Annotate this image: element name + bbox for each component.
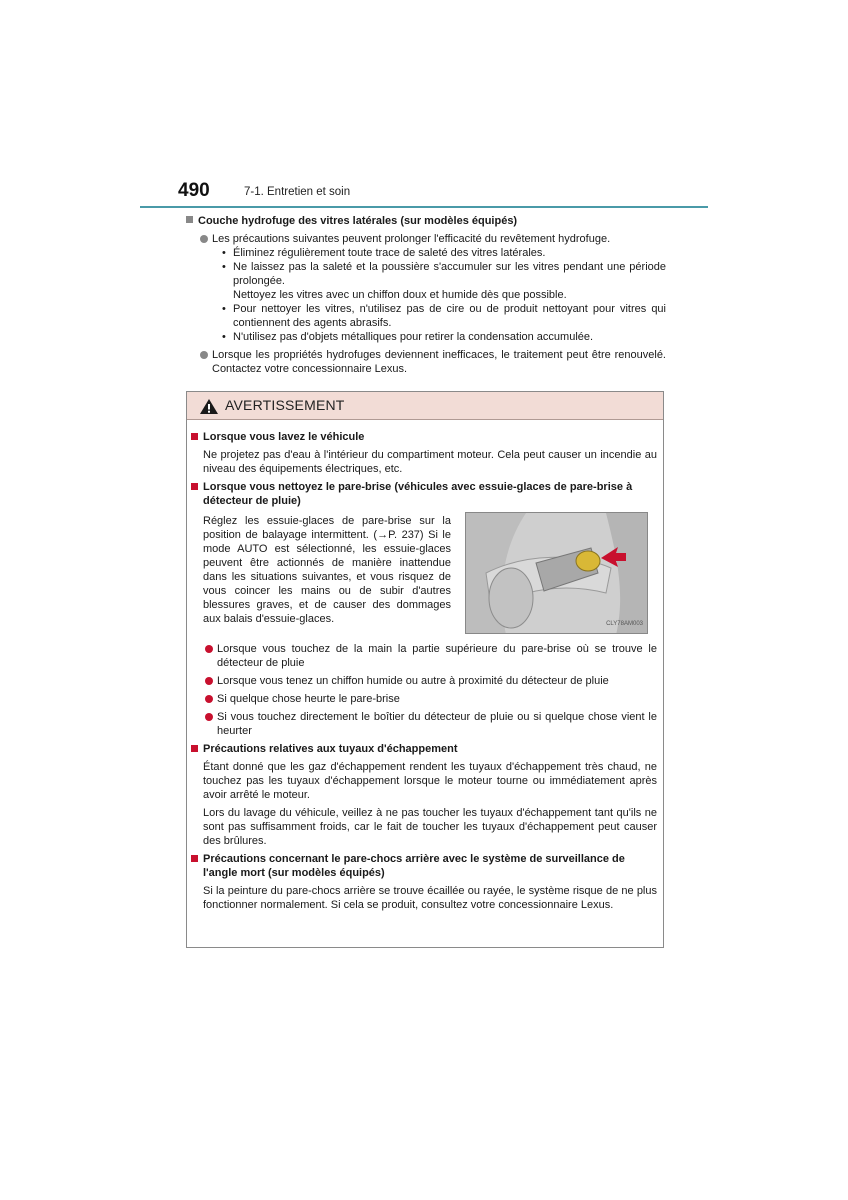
list-item: Si quelque chose heurte le pare-brise [191,692,657,706]
warning-section-exhaust: Précautions relatives aux tuyaux d'échappement Étant donné que les gaz d'échappement rendent les tuyaux d'échappement très chaud, ne touchez pas les tuyaux d'échappement lorsque le moteur tourne ou immédiatement après avoir arrêté le moteur. Lors du lavage du véhicule, veillez à ne pas toucher les tuyaux d'échappement tant qu'ils ne sont pas suffisamment froids, car le fait de toucher les tuyaux d'échappement peut causer des brûlures. [191,742,657,848]
image-code: CLY78AM003 [606,621,643,627]
sub-item: • Pour nettoyer les vitres, n'utilisez pas de cire ou de produit nettoyant pour vitres qui contiennent des agents abrasifs. [222,303,666,329]
list-item: Lorsque vous touchez de la main la partie supérieure du pare-brise où se trouve le détecteur de pluie [191,642,657,670]
page-number: 490 [178,180,210,201]
warning-section-washing: Lorsque vous lavez le véhicule Ne projetez pas d'eau à l'intérieur du compartiment moteur. Cela peut causer un incendie au niveau des équipements électriques, etc. [191,430,657,476]
circle-bullet-icon [200,351,208,359]
sub-item: • Éliminez régulièrement toute trace de saleté des vitres latérales. [222,247,546,259]
page-header [178,180,708,204]
warning-section-windshield: Lorsque vous nettoyez le pare-brise (véhicules avec essuie-glaces de pare-brise à détecteur de pluie) Réglez les essuie-glaces de pare-brise sur la position de balayage intermittent. (→P. 237) Si le mode AUTO est sélectionné, les essuie-glaces peuvent être actionnés de manière inattendue dans les situations suivantes, et vous risquez de vous coincer les mains ou de subir d'autres blessures graves, et de causer des dommages aux balais d'essuie-glaces. CLY78AM003 Lorsque vous touchez de la main la partie supérieure du pare-brise où se trouve le détecteur de pluie Lorsque vous tenez un chiffon humide ou autre à proximité du détecteur de pluie Si quelque chose heurte le pare-brise Si vous touchez directement le boîtier du détecteur de pluie ou si quelque chose vient le heurter [191,480,657,738]
warning-section-bumper: Précautions concernant le pare-chocs arrière avec le système de surveillance de l'angle mort (sur modèles équipés) Si la peinture du pare-chocs arrière se trouve écaillée ou rayée, le système risque de ne plus fonctionner normalement. Si cela se produit, consultez votre concessionnaire Lexus. [191,852,657,912]
sub-item: • N'utilisez pas d'objets métalliques pour retirer la condensation accumulée. [222,331,594,343]
warning-header [187,392,663,420]
warning-title: AVERTISSEMENT [225,397,345,413]
sub-item-note: Nettoyez les vitres avec un chiffon doux et humide dès que possible. [233,289,567,301]
square-bullet-icon [186,216,193,223]
red-circle-bullet-icon [205,645,213,653]
red-square-bullet-icon [191,745,198,752]
warning-triangle-icon [199,398,219,415]
red-circle-bullet-icon [205,677,213,685]
circle-bullet-icon [200,235,208,243]
wiper-lever-image [466,513,648,634]
warning-box [186,391,664,948]
red-circle-bullet-icon [205,713,213,721]
red-square-bullet-icon [191,483,198,490]
wiper-switch-illustration [465,512,648,634]
intro-section [186,214,666,376]
list-item: Si vous touchez directement le boîtier du détecteur de pluie ou si quelque chose vient le heurter [191,710,657,738]
list-item: Les précautions suivantes peuvent prolonger l'efficacité du revêtement hydrofuge. [186,232,666,246]
intro-heading: Couche hydrofuge des vitres latérales (sur modèles équipés) [186,214,666,228]
red-circle-bullet-icon [205,695,213,703]
warning-body [191,430,657,916]
red-square-bullet-icon [191,433,198,440]
header-divider [140,206,708,208]
list-item: Lorsque vous tenez un chiffon humide ou autre à proximité du détecteur de pluie [191,674,657,688]
sub-item: • Ne laissez pas la saleté et la poussière s'accumuler sur les vitres pendant une période prolongée. [222,261,666,287]
section-title: 7-1. Entretien et soin [244,186,351,198]
list-item: Lorsque les propriétés hydrofuges deviennent inefficaces, le traitement peut être renouvelé. Contactez votre concessionnaire Lexus. [186,348,666,376]
red-square-bullet-icon [191,855,198,862]
sub-list [186,246,666,344]
